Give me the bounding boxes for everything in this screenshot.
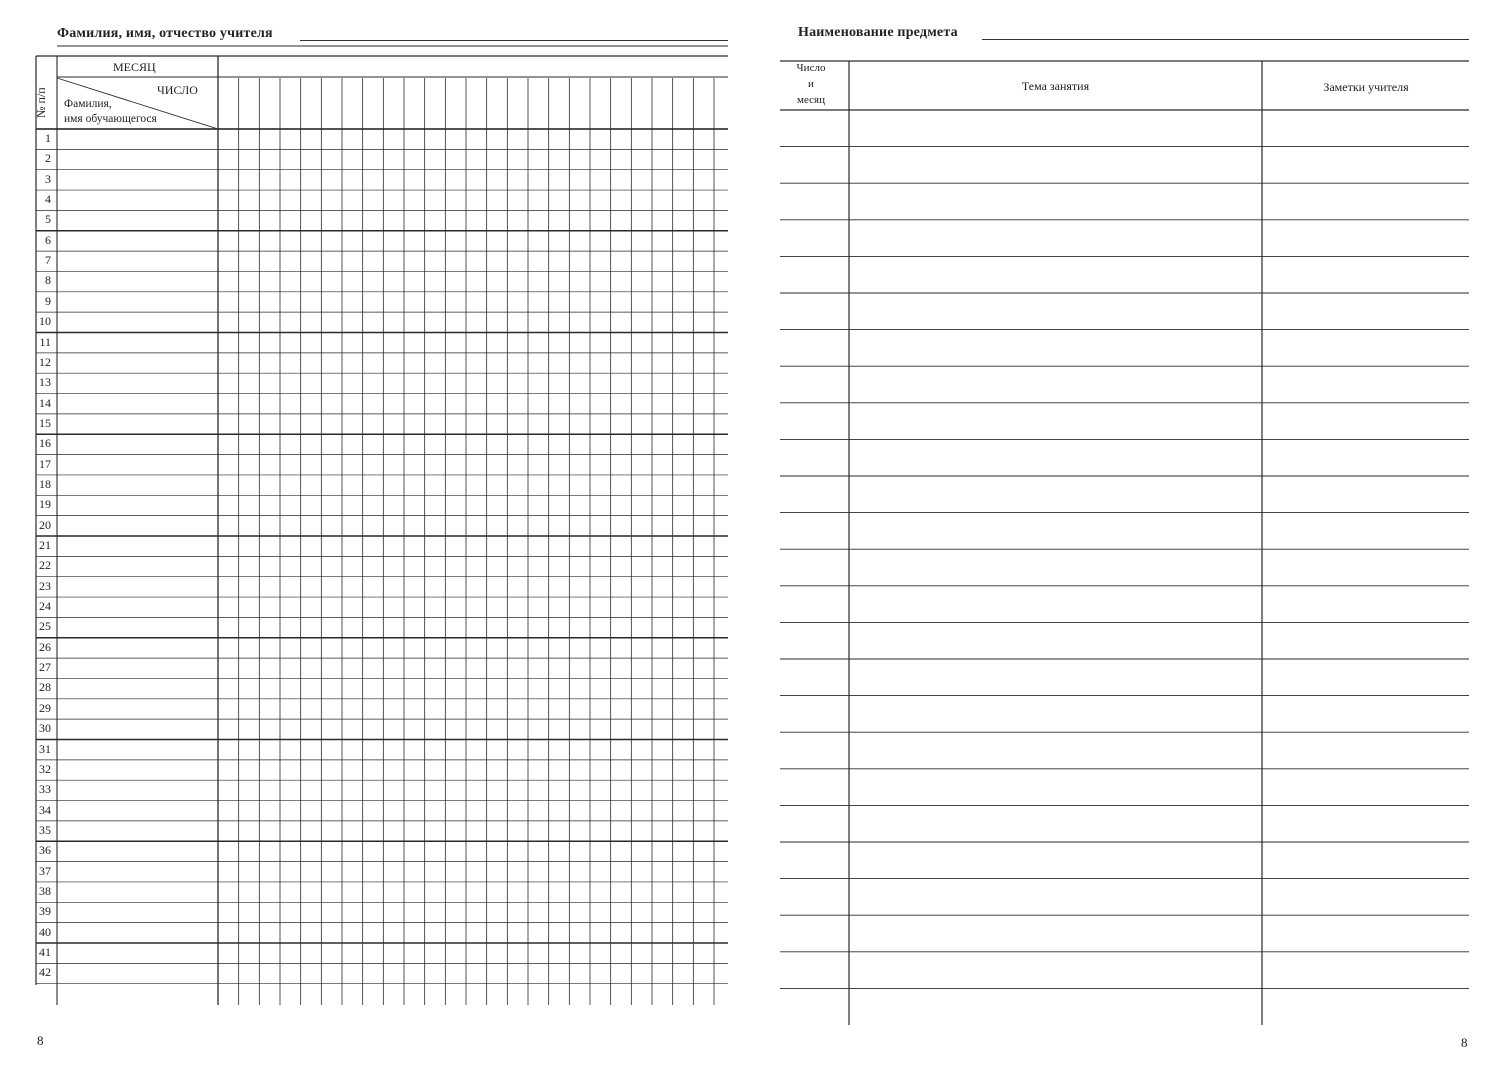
row-number: 26 [39,639,51,654]
row-number: 21 [39,538,51,552]
row-number: 15 [39,415,51,430]
row-number: 19 [39,497,51,512]
teacher-name-label: Фамилия, имя, отчество учителя [57,26,273,41]
page-number-left: 8 [37,1033,44,1048]
row-number: 37 [39,863,51,878]
row-number: 24 [39,599,51,614]
row-number: 13 [39,375,51,390]
month-header: МЕСЯЦ [113,60,156,74]
row-number: 35 [39,822,51,837]
topic-header: Тема занятия [1021,79,1090,93]
date-header-line2: и [808,78,814,90]
row-number: 40 [39,924,51,939]
row-number: 10 [39,314,51,329]
date-header-line1: Число [796,62,826,74]
subject-name-label: Наименование предмета [798,25,958,40]
row-number: 3 [45,171,51,186]
lesson-topics-page [749,0,1498,1080]
date-header-line3: месяц [797,94,825,106]
lesson-topics-table [749,0,1498,1080]
row-number: 9 [45,293,51,308]
page-number-right: 8 [1461,1035,1468,1050]
row-number: 18 [39,476,51,491]
row-number: 39 [39,904,51,919]
row-number: 33 [39,782,51,797]
row-number: 42 [39,965,51,980]
row-number: 20 [39,517,51,532]
row-number: 23 [39,578,51,593]
row-number: 4 [45,192,51,207]
row-number: 7 [45,253,51,268]
row-number: 30 [39,721,51,736]
row-number: 14 [39,395,51,410]
row-number: 22 [39,558,51,573]
row-number: 28 [39,680,51,695]
notes-header: Заметки учителя [1323,80,1409,94]
row-number: 32 [39,761,51,776]
row-number: 27 [39,660,51,675]
row-number: 16 [39,436,51,451]
student-name-header-line2: имя обучающегося [64,113,157,125]
row-number: 36 [39,843,51,858]
row-number: 6 [45,232,51,247]
row-number: 34 [39,802,51,817]
row-number: 41 [39,945,51,959]
row-number: 11 [39,334,51,349]
row-number: 1 [45,131,51,145]
student-name-header-line1: Фамилия, [64,98,112,110]
day-header: ЧИСЛО [157,83,198,97]
row-number: 25 [39,619,51,634]
row-number: 12 [39,354,51,369]
row-number: 31 [39,741,51,756]
row-number: 29 [39,700,51,715]
row-number: 8 [45,273,51,288]
row-number: 2 [45,151,51,166]
row-number-header: № п/п [34,87,48,118]
row-number: 17 [39,456,51,471]
row-number: 5 [45,212,51,227]
row-number: 38 [39,883,51,898]
